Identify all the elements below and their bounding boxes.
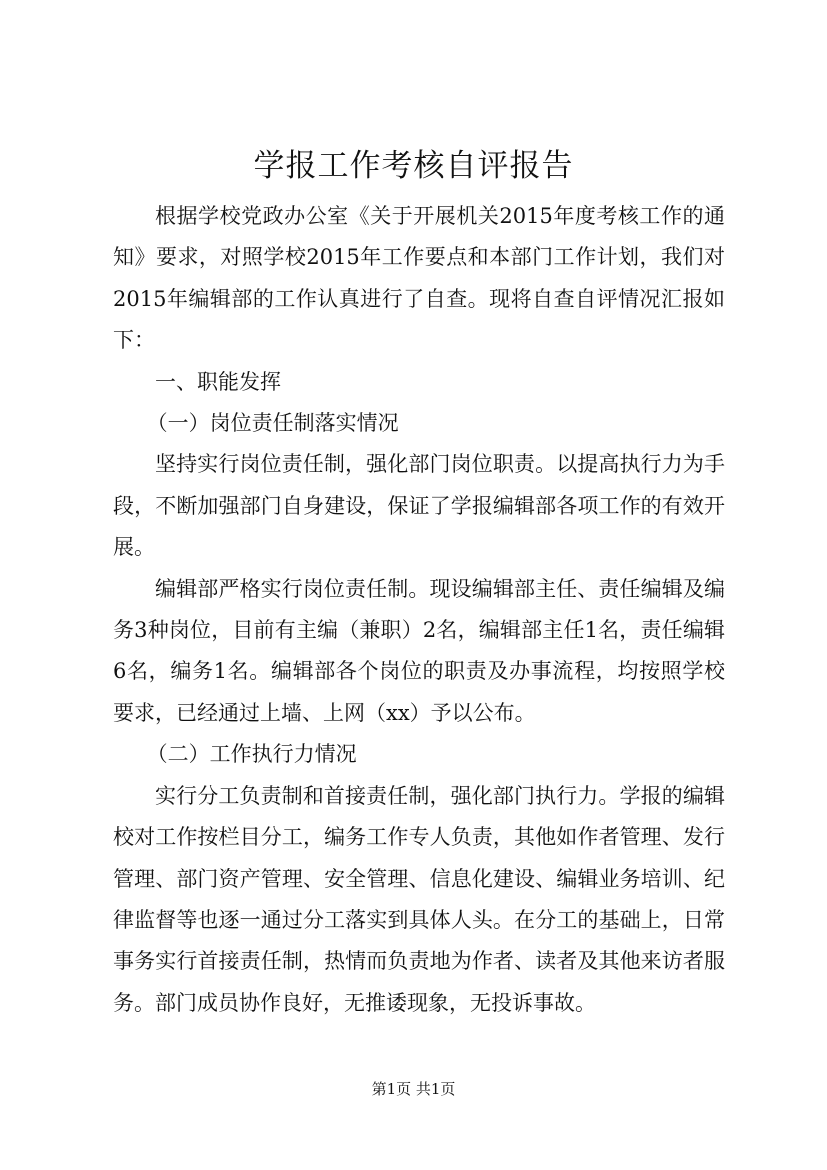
document-body [113, 196, 725, 1024]
body-paragraph-3: 实行分工负责制和首接责任制，强化部门执行力。学报的编辑校对工作按栏目分工，编务工作专人负责，其他如作者管理、发行管理、部门资产管理、安全管理、信息化建设、编辑业务培训、纪律监督等也逐一通过分工落实到具体人头。在分工的基础上，日常事务实行首接责任制，热情而负责地为作者、读者及其他来访者服务。部门成员协作良好，无推诿现象，无投诉事故。 [113, 783, 725, 1015]
body-paragraph-1: 坚持实行岗位责任制，强化部门岗位职责。以提高执行力为手段，不断加强部门自身建设，保证了学报编辑部各项工作的有效开展。 [113, 452, 725, 560]
subsection-heading-1: （一）岗位责任制落实情况 [146, 411, 399, 436]
body-paragraph-2: 编辑部严格实行岗位责任制。现设编辑部主任、责任编辑及编务3种岗位，目前有主编（兼职）2名，编辑部主任1名，责任编辑6名，编务1名。编辑部各个岗位的职责及办事流程，均按照学校要求，已经通过上墙、上网（xx）予以公布。 [113, 576, 725, 725]
intro-paragraph: 根据学校党政办公室《关于开展机关2015年度考核工作的通知》要求，对照学校2015年工作要点和本部门工作计划，我们对2015年编辑部的工作认真进行了自查。现将自查自评情况汇报如下： [113, 204, 725, 353]
document-title: 学报工作考核自评报告 [253, 148, 574, 184]
section-heading-1: 一、职能发挥 [155, 369, 281, 394]
page-number-footer: 第1页 共1页 [371, 1080, 456, 1098]
subsection-heading-2: （二）工作执行力情况 [146, 742, 357, 767]
